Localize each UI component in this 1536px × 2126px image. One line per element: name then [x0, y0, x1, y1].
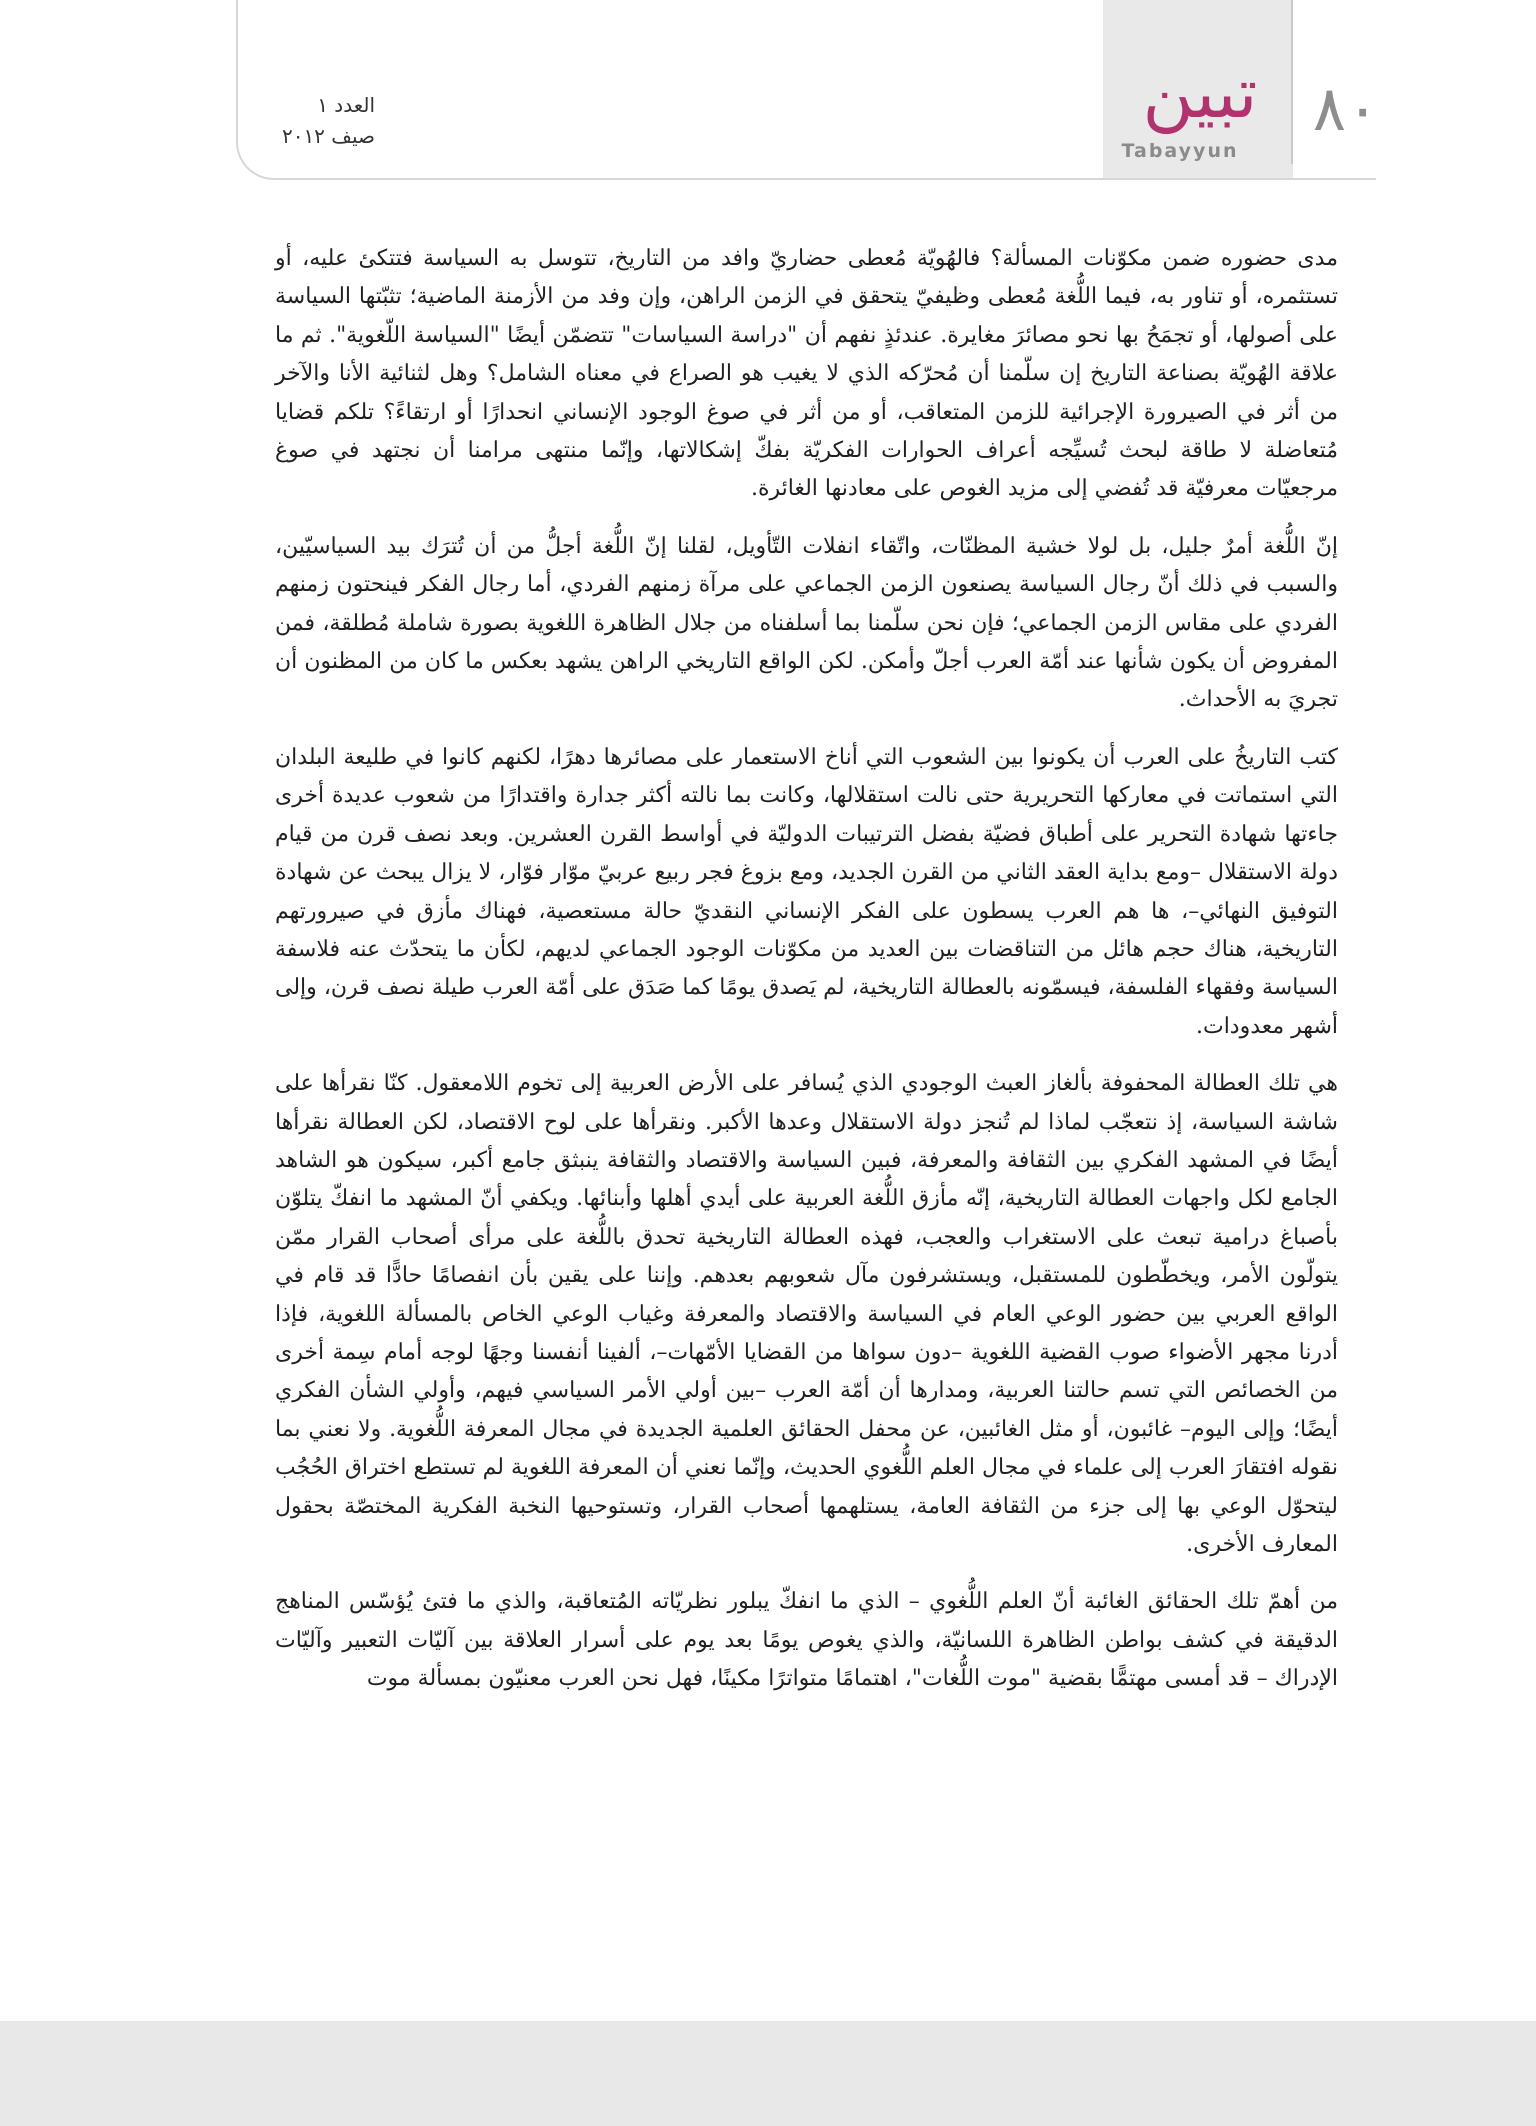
page-number: ٨٠ — [1312, 72, 1380, 145]
journal-logo — [1120, 52, 1280, 168]
article-paragraph: كتب التاريخُ على العرب أن يكونوا بين الشعوب التي أناخ الاستعمار على مصائرها دهرًا، لكنهم كانوا في طليعة البلدان التي استماتت في معاركها التحريرية حتى نالت استقلالها، وكانت بما نالته أكثر جدارة واقتدارًا من شعوب عديدة أخرى جاءتها شهادة التحرير على أطباق فضيّة بفضل الترتيبات الدوليّة في أواسط القرن العشرين. وبعد نصف قرن من قيام دولة الاستقلال –ومع بداية العقد الثاني من القرن الجديد، ومع بزوغ فجر ربيع عربيّ موّار فوّار، لا يزال يبحث عن شهادة التوفيق النهائي–، ها هم العرب يسطون على الفكر الإنساني النقديّ حالة مستعصية، فهناك مأزق في صيرورتهم التاريخية، هناك حجم هائل من التناقضات بين العديد من مكوّنات الوجود الجماعي لديهم، لكأن ما يتحدّث عنه فلاسفة السياسة وفقهاء الفلسفة، فيسمّونه بالعطالة التاريخية، لم يَصدق يومًا كما صَدَق على أمّة العرب طيلة نصف قرن، وإلى أشهر معدودات. — [275, 744, 1338, 1039]
footer-band — [0, 2021, 1536, 2126]
issue-label: العدد ١ — [317, 93, 375, 117]
issue-meta — [265, 90, 375, 152]
logo-arabic-text: تبين — [1142, 52, 1258, 134]
logo-latin-text: Tabayyun — [1121, 140, 1239, 162]
issue-season: صيف ٢٠١٢ — [281, 124, 375, 148]
header-divider — [1291, 0, 1293, 164]
article-paragraph: مدى حضوره ضمن مكوّنات المسألة؟ فالهُويّة مُعطى حضاريّ وافد من التاريخ، تتوسل به السياسة فتتكئ عليه، أو تستثمره، أو تناور به، فيما اللُّغة مُعطى وظيفيّ يتحقق في الزمن الراهن، وإن وفد من الأزمنة الماضية؛ تثبّتها السياسة على أصولها، أو تجمَحُ بها نحو مصائرَ مغايرة. عندئذٍ نفهم أن "دراسة السياسات" تتضمّن أيضًا "السياسة اللّغوية". ثم ما علاقة الهُويّة بصناعة التاريخ إن سلّمنا أن مُحرّكه الذي لا يغيب هو الصراع في معناه الشامل؟ وهل لثنائية الأنا والآخر من أثر في الصيرورة الإجرائية للزمن المتعاقب، أو من أثر في صوغ الوجود الإنساني انحدارًا أو ارتقاءً؟ تلكم قضايا مُتعاضلة لا طاقة لبحث تُسيِّجه أعراف الحوارات الفكريّة بفكّ إشكالاتها، وإنّما منتهى مرامنا أن نجتهد في صوغ مرجعيّات معرفيّة قد تُفضي إلى مزيد الغوص على معادنها الغائرة. — [275, 246, 1338, 502]
article-paragraph: إنّ اللُّغة أمرٌ جليل، بل لولا خشية المظنّات، واتّقاء انفلات التّأويل، لقلنا إنّ اللُّغة أجلُّ من أن تُترَك بيد السياسيّين، والسبب في ذلك أنّ رجال السياسة يصنعون الزمن الجماعي على مرآة زمنهم الفردي، أما رجال الفكر فينحتون زمنهم الفردي على مقاس الزمن الجماعي؛ فإن نحن سلّمنا بما أسلفناه من جلال الظاهرة اللغوية بصورة شاملة مُطلقة، فمن المفروض أن يكون شأنها عند أمّة العرب أجلّ وأمكن. لكن الواقع التاريخي الراهن يشهد بعكس ما كان من المظنون أن تجريَ به الأحداث. — [275, 533, 1338, 713]
article-paragraph: هي تلك العطالة المحفوفة بألغاز العبث الوجودي الذي يُسافر على الأرض العربية إلى تخوم اللامعقول. كنّا نقرأها على شاشة السياسة، إذ نتعجّب لماذا لم تُنجز دولة الاستقلال وعدها الأكبر. ونقرأها على لوح الاقتصاد، لكن العطالة نقرأها أيضًا في المشهد الفكري بين الثقافة والمعرفة، فبين السياسة والاقتصاد والثقافة ينبثق جامع أكبر، سيكون هو الشاهد الجامع لكل واجهات العطالة التاريخية، إنّه مأزق اللُّغة العربية على أيدي أهلها وأبنائها. ويكفي أنّ المشهد ما انفكّ يتلوّن بأصباغ درامية تبعث على الاستغراب والعجب، فهذه العطالة التاريخية تحدق باللُّغة على مرأى أصحاب القرار ممّن يتولّون الأمر، ويخطّطون للمستقبل، ويستشرفون مآل شعوبهم بعدهم. وإننا على يقين بأن انفصامًا حادًّا قد قام في الواقع العربي بين حضور الوعي العام في السياسة والاقتصاد والمعرفة وغياب الوعي الخاص بالمسألة اللغوية، فإذا أدرنا مجهر الأضواء صوب القضية اللغوية –دون سواها من القضايا الأمّهات–، ألفينا أنفسنا وجهًا لوجه أمام سِمة أخرى من الخصائص التي تسم حالتنا العربية، ومدارها أن أمّة العرب –بين أولي الأمر السياسي فيهم، وأولي الشأن الفكري أيضًا؛ وإلى اليوم– غائبون، أو مثل الغائبين، عن محفل الحقائق العلمية الجديدة في مجال المعرفة اللُّغوية. ولا نعني بما نقوله افتقارَ العرب إلى علماء في مجال العلم اللُّغوي الحديث، وإنّما نعني أن المعرفة اللغوية لم تستطع اختراق الحُجُب ليتحوّل الوعي بها إلى جزء من الثقافة العامة، يستلهمها أصحاب القرار، وتستوحيها النخبة الفكرية المختصّة بحقول المعارف الأخرى. — [275, 1071, 1338, 1557]
article-paragraph: من أهمّ تلك الحقائق الغائبة أنّ العلم اللُّغوي – الذي ما انفكّ يبلور نظريّاته المُتعاقبة، والذي ما فتئ يُؤسّس المناهج الدقيقة في كشف بواطن الظاهرة اللسانيّة، والذي يغوص يومًا بعد يوم على أسرار العلاقة بين آليّات التعبير وآليّات الإدراك – قد أمسى مهتمًّا بقضية "موت اللُّغات"، اهتمامًا متواترًا مكينًا، فهل نحن العرب معنيّون بمسألة موت — [275, 1589, 1338, 1692]
article-body — [275, 240, 1338, 1718]
